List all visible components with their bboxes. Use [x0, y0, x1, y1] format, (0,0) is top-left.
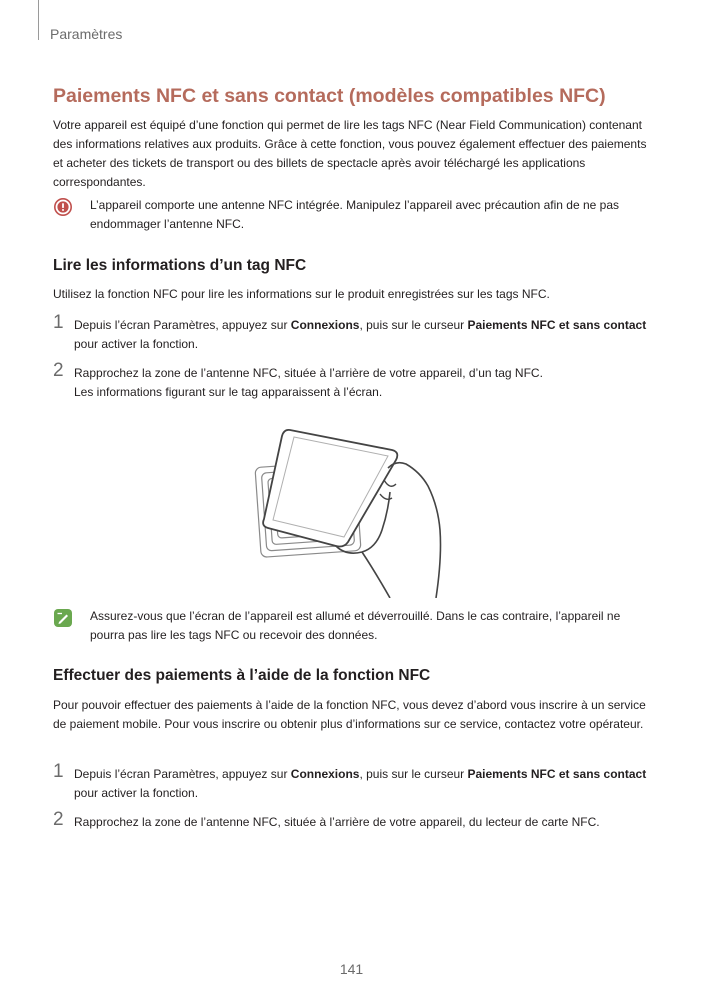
switch-nfc-label: Paiements NFC et sans contact [467, 318, 647, 332]
header-rule [38, 0, 39, 40]
intro-paragraph: Votre appareil est équipé d’une fonction qui permet de lire les tags NFC (Near Field Communication) contenant des informations relatives aux produits. Grâce à cette fonction, vous pouvez également effectuer des paiements et acheter des tickets de transport ou des billets de spectacle après avoir téléchargé les applications correspondantes. [53, 118, 647, 189]
caution-icon [53, 197, 73, 217]
switch-nfc-label: Paiements NFC et sans contact [467, 767, 647, 781]
caution-text: L’appareil comporte une antenne NFC intégrée. Manipulez l’appareil avec précaution afin de ne pas endommager l’antenne NFC. [90, 198, 620, 231]
payments-heading: Effectuer des paiements à l’aide de la fonction NFC [53, 667, 431, 684]
read-step-2 [53, 360, 653, 402]
step-number: 1 [53, 312, 64, 333]
pay-step-1 [53, 761, 653, 803]
tip-note [53, 607, 653, 645]
pay-step-2 [53, 809, 653, 832]
menu-connexions: Connexions [290, 318, 360, 332]
page-number: 141 [339, 961, 364, 977]
step-text: Rapprochez la zone de l’antenne NFC, située à l’arrière de votre appareil, du lecteur de carte NFC. [74, 815, 600, 829]
caution-note [53, 196, 653, 234]
step-number: 2 [53, 360, 64, 381]
menu-connexions: Connexions [290, 767, 360, 781]
step-number: 2 [53, 809, 64, 830]
read-tags-heading: Lire les informations d’un tag NFC [53, 257, 307, 274]
step-number: 1 [53, 761, 64, 782]
read-step-1 [53, 312, 653, 354]
section-title: Paiements NFC et sans contact (modèles compatibles NFC) [53, 85, 606, 107]
hand-phone-nfc-tag-illustration [250, 420, 470, 598]
step-text: Depuis l’écran Paramètres, appuyez sur Connexions, puis sur le curseur Paiements NFC et sans contact pour activer la fonction. [74, 318, 647, 351]
note-pencil-icon [53, 608, 73, 628]
tip-text: Assurez-vous que l’écran de l’appareil est allumé et déverrouillé. Dans le cas contraire, l’appareil ne pourra pas lire les tags NFC ou recevoir des données. [90, 609, 621, 642]
step-text: Depuis l’écran Paramètres, appuyez sur Connexions, puis sur le curseur Paiements NFC et sans contact pour activer la fonction. [74, 767, 647, 800]
payments-intro: Pour pouvoir effectuer des paiements à l’aide de la fonction NFC, vous devez d’abord vous inscrire à un service de paiement mobile. Pour vous inscrire ou obtenir plus d’informations sur ce service, contactez votre opérateur. [53, 698, 646, 731]
read-tags-intro: Utilisez la fonction NFC pour lire les informations sur le produit enregistrées sur les tags NFC. [53, 287, 550, 301]
running-header: Paramètres [50, 26, 123, 42]
step-text: Rapprochez la zone de l’antenne NFC, située à l’arrière de votre appareil, d’un tag NFC. Les informations figurant sur le tag apparaissent à l’écran. [74, 366, 543, 399]
